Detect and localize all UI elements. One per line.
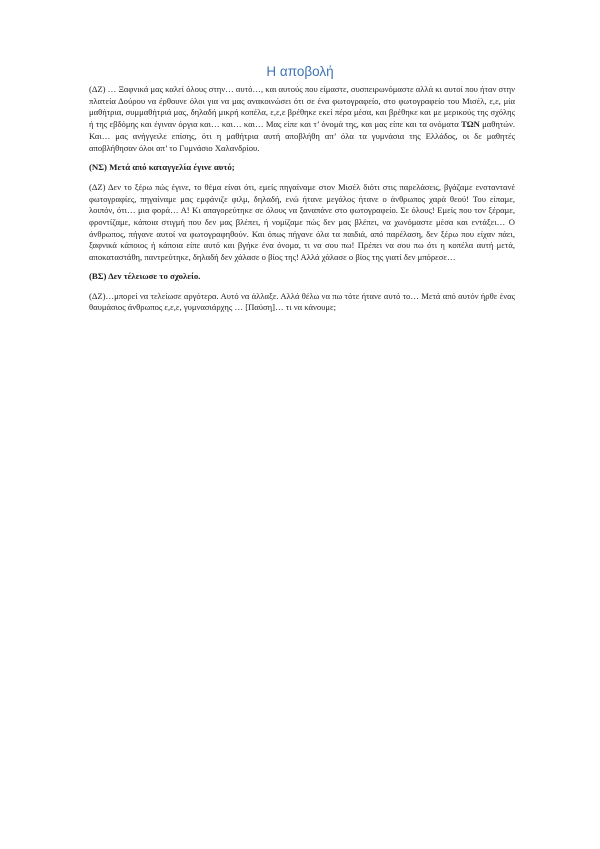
paragraph-1-emphasis: ΤΩΝ bbox=[461, 119, 480, 130]
document-body bbox=[89, 84, 515, 314]
question-heading-2: (ΒΣ) Δεν τέλειωσε το σχολείο. bbox=[89, 270, 201, 281]
paragraph-3: (ΔΖ)…μπορεί να τελείωσε αργότερα. Αυτό να άλλαξε. Αλλά θέλω να πω τότε ήτανε αυτό το… Μετά από αυτόν ήρθε ένας θαυμάσιος άνθρωπος ε,ε,ε, γυμνασιάρχης … [Παύση]… τι να κάνουμε; bbox=[89, 290, 515, 313]
paragraph-1-text-before: (ΔΖ) … Ξαφνικά μας καλεί όλους στην… αυτό…, και αυτούς που είμαστε, συσπειρωνόμαστε αλλά κι αυτοί που ήταν στην πλατεία Δούρου να έρθουνε όλοι για να μας ανακοινώσει ότι σε ένα φωτογραφείο, στο φωτογραφείο του Μισέλ, ε,ε, μία μαθήτρια, συμμαθήτριά μας, δηλαδή μικρή κοπέλα, ε,ε,ε βρέθηκε εκεί πέρα μέσα, και βρέθηκε και με μερικούς της σχόλης ή της εβδόμης και έγιναν όργια και… και… και… Μας είπε και τ’ όνομά της, και μας είπε και τα ονόματα bbox=[89, 84, 515, 130]
paragraph-2: (ΔΖ) Δεν το ξέρω πώς έγινε, το θέμα είναι ότι, εμείς πηγαίναμε στον Μισέλ διότι στις παρελάσεις, βγάζαμε ενσταντανέ φωτογραφίες, πηγαίναμε μας εμφάνιζε φιλμ, δηλαδή, ενώ ήτανε μεγάλος ήτανε ο άνθρωπος χαρά θεού! Του είπαμε, λοιπόν, ότι… μια φορά… Α! Κι απαγορεύτηκε σε όλους να ξαναπάνε στο φωτογραφείο. Σε όλους! Εμείς που τον ξέραμε, φροντίζαμε, κάποια στιγμή που δεν μας βλέπει, ή νομίζαμε πώς δεν μας βλέπει, να χωνόμαστε μέσα και εντάξει… Ο άνθρωπος, πήγανε αυτοί να φωτογραφηθούν. Και όπως πήγανε όλα τα παιδιά, από παρέλαση, δεν ξέρω που είχαν πάει, ξαφνικά κάποιος ή κάποια είπε αυτό και βγήκε ένα όνομα, τι να σου πω! Πρέπει να σου πω ότι η κοπέλα αυτή μετά, αποκαταστάθη, παντρεύτηκε, δηλαδή δεν χάλασε ο βίος της! Αλλά χάλασε ο βίος της γιατί δεν μπόρεσε… bbox=[89, 181, 515, 263]
paragraph-1 bbox=[89, 84, 515, 154]
paragraph-1-text-after: μαθητών. Και… μας ανήγγειλε επίσης, ότι η μαθήτρια αυτή αποβλήθη απ’ όλα τα γυμνάσια της Ελλάδος, οι δε μαθητές αποβλήθησαν όλοι απ’ το Γυμνάσιο Χαλανδρίου. bbox=[89, 119, 515, 153]
document-title: Η αποβολή bbox=[266, 64, 334, 79]
question-heading-1: (ΝΣ) Μετά από καταγγελία έγινε αυτό; bbox=[89, 162, 235, 173]
